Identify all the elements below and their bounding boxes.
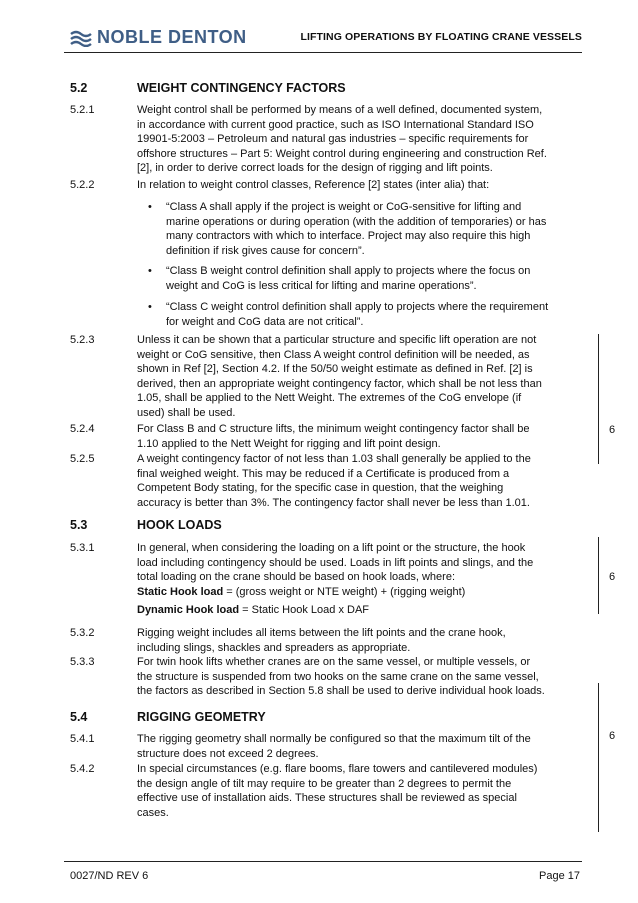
text-line: 1.10 applied to the Nett Weight for rigging and lift point design. [137,437,441,450]
clause-text [137,655,578,699]
bullet-marker: • [148,301,152,313]
bullet-marker: • [148,265,152,277]
revision-bar [598,683,599,832]
text-line: many contractors with which to interface. Project may also require this high [166,230,531,243]
clause-number: 5.4.2 [70,763,95,775]
revision-number: 6 [609,424,616,436]
text-line: A weight contingency factor of not less than 1.03 shall generally be applied to the [137,453,531,465]
clause-text [137,762,578,820]
text-line: offshore structures – Part 5: Weight control during engineering and construction Ref. [137,147,547,160]
header-divider [64,52,582,53]
text-line: Rigging weight includes all items between the lift points and the crane hook, [137,627,506,639]
text-line: marine operations or during operation (with the addition of temporaries) or has [166,215,547,228]
section-title: RIGGING GEOMETRY [137,710,266,724]
text-line: total loading on the crane should be based on hook loads, where: [137,571,456,584]
text-line: accuracy is better than 3%. The contingency factor shall never be less than 1.01. [137,496,530,509]
text-line: effective use of installation aids. These structures shall be reviewed as special [137,792,517,805]
clause-text [137,626,578,655]
text-line: weight and CoG is less critical for lifting and marine operations”. [166,279,477,292]
wave-logo-icon [70,29,92,47]
text-line: “Class A shall apply if the project is weight or CoG-sensitive for lifting and [166,201,522,213]
clause-text [137,333,578,421]
clause-number: 5.2.2 [70,179,95,191]
clause-number: 5.2.5 [70,453,95,465]
logo-text: NOBLE DENTON [97,27,247,47]
clause-text [137,541,578,585]
text-line: In special circumstances (e.g. flare booms, flare towers and cantilevered modules) [137,763,538,775]
clause-number: 5.2.4 [70,423,95,435]
formula-expression: = (gross weight or NTE weight) + (rigging weight) [223,586,466,598]
text-line: in accordance with current good practice, such as ISO International Standard ISO [137,118,534,131]
clause-number: 5.3.1 [70,542,95,554]
footer-divider [64,861,582,862]
clause-number: 5.2.1 [70,104,95,116]
bullet-text [166,264,578,293]
bullet-text [166,300,578,329]
clause-text [137,103,578,176]
bullet-text [166,200,578,258]
bullet-marker: • [148,201,152,213]
formula-expression: = Static Hook Load x DAF [239,604,369,616]
clause-text [137,452,578,510]
text-line: the design angle of tilt may require to be greater than 2 degrees to permit the [137,777,512,790]
clause-number: 5.3.2 [70,627,95,639]
text-line: [2], in order to derive correct loads for the design of rigging and lift points. [137,162,493,175]
revision-number: 6 [609,730,616,742]
text-line: cases. [137,806,169,819]
revision-number: 6 [609,571,616,583]
text-line: In relation to weight control classes, Reference [2] states (inter alia) that: [137,179,490,191]
text-line: 19901-5:2003 – Petroleum and natural gas industries – specific requirements for [137,133,529,146]
clause-text [137,178,578,193]
company-logo [70,27,247,48]
text-line: definition if risk gives cause for concern”. [166,244,365,257]
section-number: 5.4 [70,710,88,724]
revision-bar [598,334,599,464]
clause-text [137,422,578,451]
text-line: the factors as described in Section 5.8 shall be used to derive individual hook loads. [137,685,545,698]
text-line: shown in Ref [2], Section 4.2. If the 50/50 weight estimate as defined in Ref. [2] is [137,363,533,376]
text-line: Competent Body stating, for the specific case in question, that the weighing [137,482,504,495]
formula-label: Static Hook load [137,586,224,598]
text-line: for weight and CoG data are not critical”. [166,315,364,328]
text-line: load including contingency should be used. Loads in lift points and slings, and the [137,556,534,569]
section-number: 5.3 [70,518,88,532]
text-line: “Class B weight control definition shall apply to projects where the focus on [166,265,531,277]
formula-label: Dynamic Hook load [137,604,240,616]
text-line: derived, then an appropriate weight contingency factor, which shall be not less than [137,377,542,390]
revision-bar [598,537,599,614]
text-line: The rigging geometry shall normally be configured so that the maximum tilt of the [137,733,531,745]
text-line: weight or CoG sensitive, then Class A weight control definition will be needed, as [137,348,530,361]
clause-number: 5.3.3 [70,656,95,668]
clause-number: 5.4.1 [70,733,95,745]
text-line: the structure is suspended from two hooks on the same crane on the same vessel, [137,670,539,683]
document-reference: 0027/ND REV 6 [70,870,149,882]
page-number: Page 17 [539,870,580,882]
section-number: 5.2 [70,81,88,95]
text-line: In general, when considering the loading on a lift point or the structure, the hook [137,542,526,554]
text-line: “Class C weight control definition shall apply to projects where the requirement [166,301,549,313]
text-line: final weighed weight. This may be reduced if a Certificate is produced from a [137,467,510,480]
text-line: For Class B and C structure lifts, the minimum weight contingency factor shall be [137,423,530,435]
clause-number: 5.2.3 [70,334,95,346]
text-line: used) shall be used. [137,406,236,419]
section-title: WEIGHT CONTINGENCY FACTORS [137,81,346,95]
section-title: HOOK LOADS [137,518,222,532]
formula-dynamic [137,603,578,618]
text-line: including slings, shackles and spreaders as appropriate. [137,641,411,654]
text-line: Weight control shall be performed by means of a well defined, documented system, [137,104,543,116]
text-line: Unless it can be shown that a particular structure and specific lift operation are not [137,334,537,346]
formula-static [137,585,578,600]
clause-text [137,732,578,761]
text-line: structure does not exceed 2 degrees. [137,747,319,760]
text-line: 1.05, shall be applied to the Nett Weight. The extremes of the CoG envelope (if [137,392,522,405]
document-title: LIFTING OPERATIONS BY FLOATING CRANE VESSELS [300,31,582,43]
text-line: For twin hook lifts whether cranes are on the same vessel, or multiple vessels, or [137,656,531,668]
